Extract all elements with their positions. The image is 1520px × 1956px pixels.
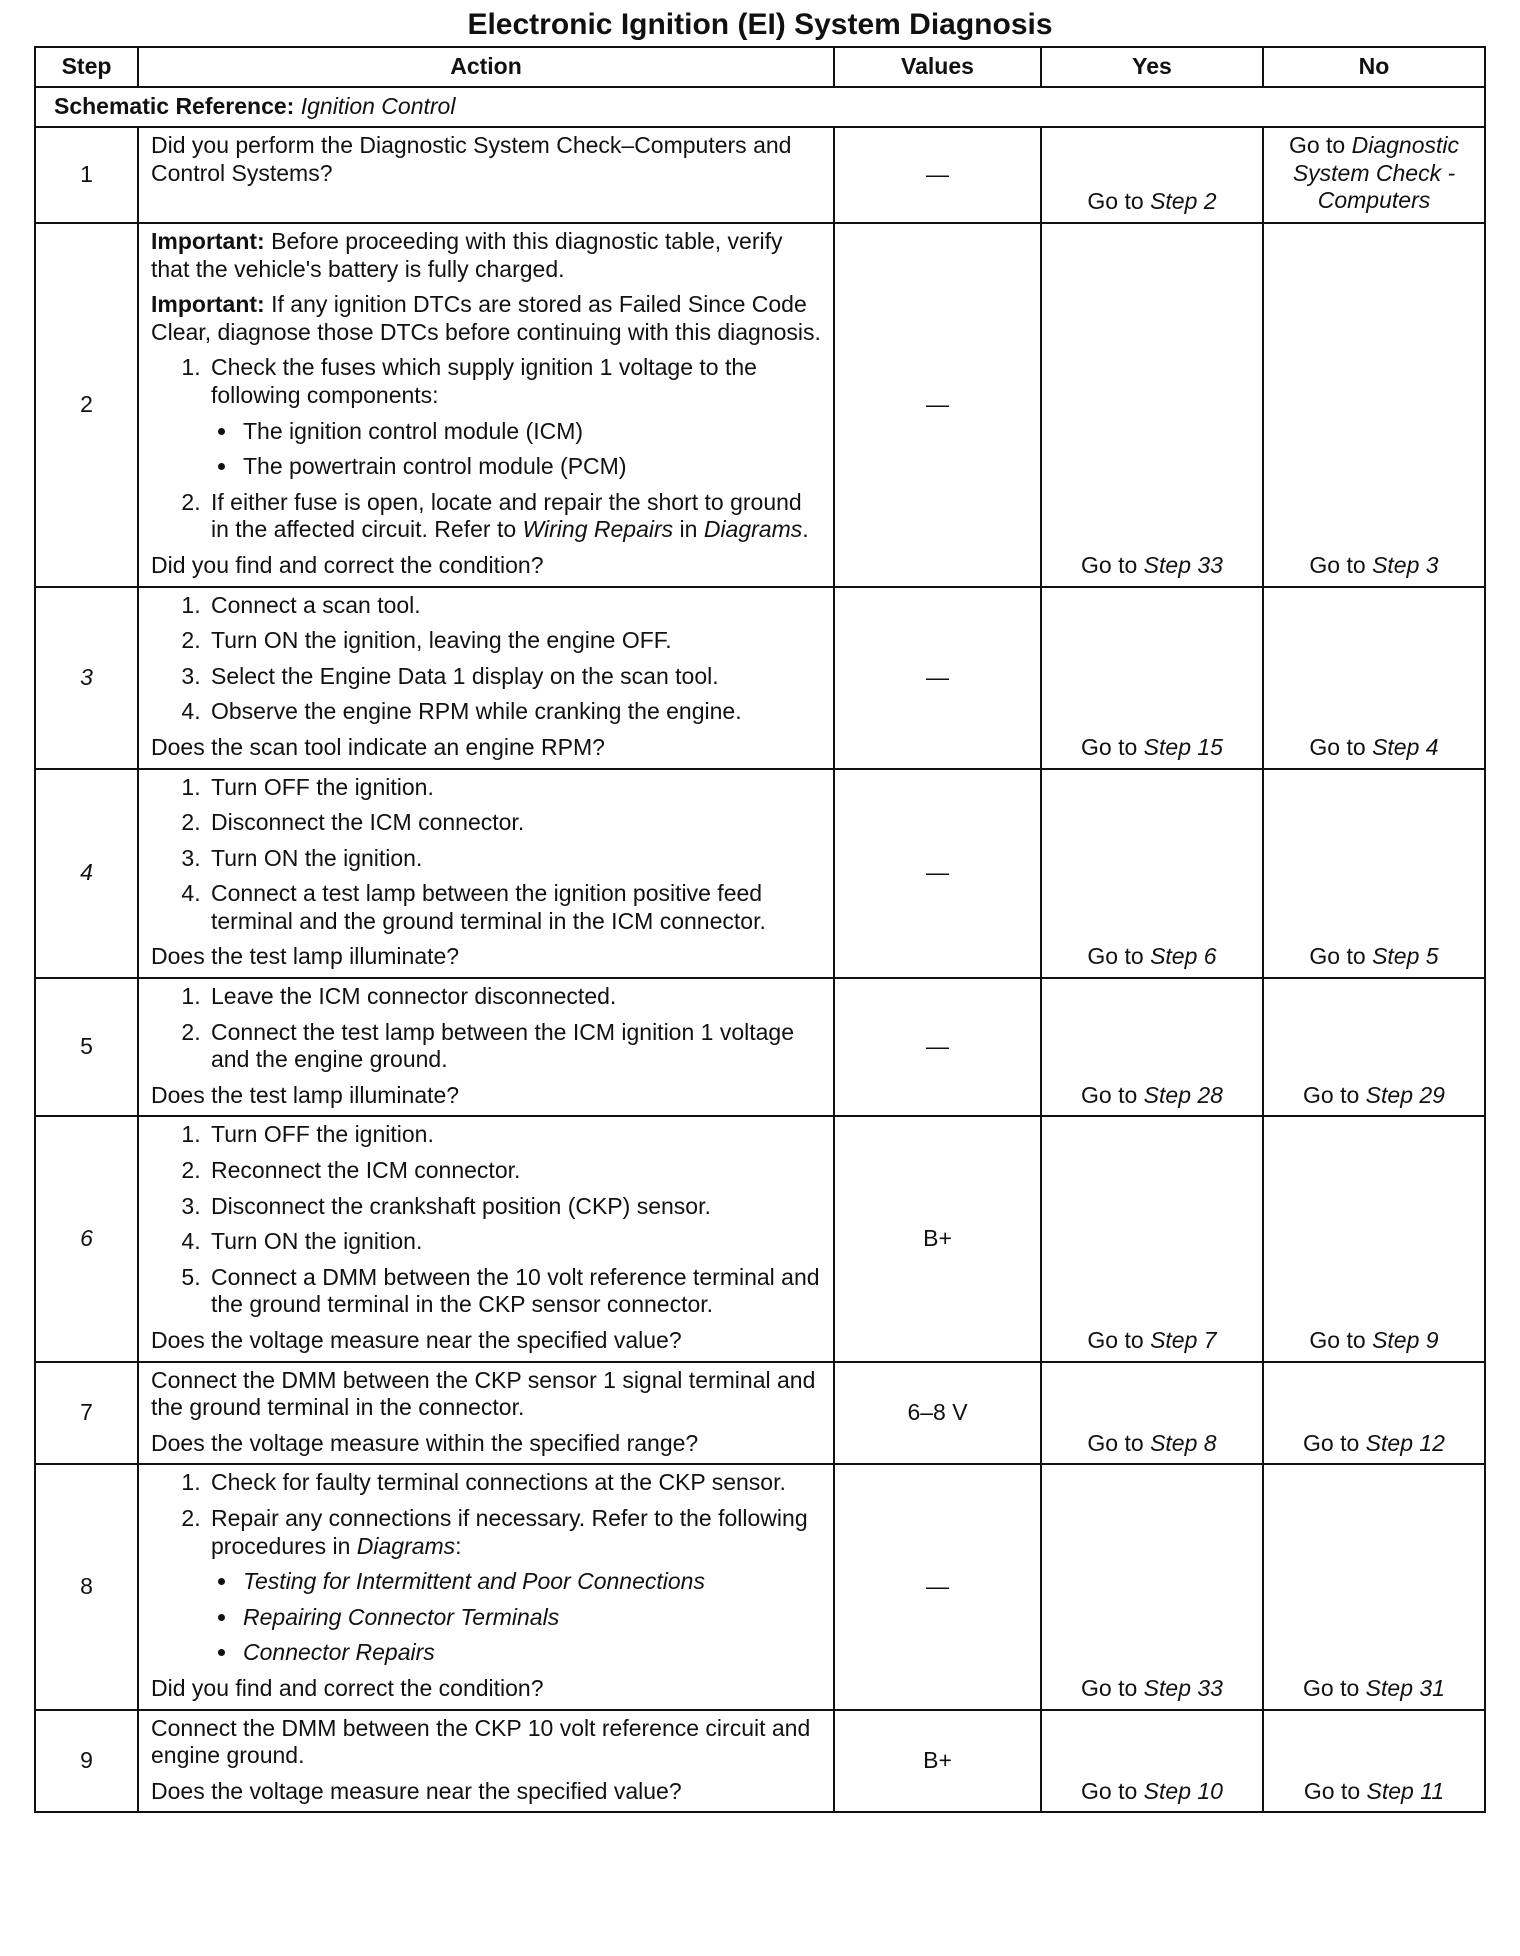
bullet-list	[211, 418, 821, 481]
header-action: Action	[138, 47, 834, 87]
action-cell	[138, 769, 834, 979]
goto-label: Go to	[1087, 943, 1144, 970]
step-number: 6	[35, 1116, 138, 1361]
important-note-2	[151, 291, 821, 346]
no-cell[interactable]	[1263, 587, 1485, 769]
goto-label: Go to	[1087, 188, 1144, 215]
goto-step-number: 31	[1419, 1674, 1445, 1701]
action-cell	[138, 1464, 834, 1709]
goto-step-word: Step	[1143, 1081, 1191, 1108]
value-cell: B+	[834, 1116, 1041, 1361]
goto-step-number: 29	[1419, 1081, 1445, 1108]
procedure-item: 4. Turn ON the ignition.	[207, 1228, 821, 1256]
procedure-item	[207, 489, 821, 544]
goto-label: Go to	[1303, 1429, 1360, 1456]
value-cell: 6–8 V	[834, 1362, 1041, 1465]
value-cell: —	[834, 978, 1041, 1116]
step-number: 2	[35, 223, 138, 587]
goto-label: Go to	[1081, 1674, 1138, 1701]
procedure-list	[151, 774, 821, 936]
goto-step-word: Step	[1150, 943, 1198, 970]
value-cell: —	[834, 587, 1041, 769]
table-row	[35, 1362, 1485, 1465]
goto-step-word: Step	[1372, 733, 1420, 760]
goto-label: Go to	[1309, 551, 1366, 578]
reference-link[interactable]: Wiring Repairs	[522, 516, 674, 543]
no-cell[interactable]	[1263, 1464, 1485, 1709]
action-cell	[138, 1362, 834, 1465]
yes-cell[interactable]	[1041, 1116, 1263, 1361]
question-text: Does the scan tool indicate an engine RPM?	[151, 733, 605, 760]
important-note-1	[151, 228, 821, 283]
procedure-item: 1. Connect a scan tool.	[207, 592, 821, 620]
question-text: Did you find and correct the condition?	[151, 551, 544, 578]
diagnosis-table	[34, 46, 1486, 1813]
header-no: No	[1263, 47, 1485, 87]
yes-cell[interactable]	[1041, 978, 1263, 1116]
table-row	[35, 769, 1485, 979]
procedure-item: 4. Connect a test lamp between the ignition positive feed terminal and the ground terminal in the ICM connector.	[207, 880, 821, 935]
procedure-text: in	[679, 516, 698, 543]
action-cell	[138, 1710, 834, 1813]
step-number: 7	[35, 1362, 138, 1465]
step-number: 5	[35, 978, 138, 1116]
value-cell: B+	[834, 1710, 1041, 1813]
important-text: Before proceeding with this diagnostic table, verify that the vehicle's battery is fully charged.	[151, 228, 783, 282]
value-cell: —	[834, 223, 1041, 587]
bullet-item: • The ignition control module (ICM)	[239, 418, 821, 446]
schematic-reference-link[interactable]: Ignition Control	[300, 93, 456, 120]
goto-label: Go to	[1303, 1081, 1360, 1108]
goto-label: Go to	[1288, 132, 1346, 158]
goto-label: Go to	[1081, 733, 1138, 760]
goto-step-word: Step	[1365, 1081, 1413, 1108]
schematic-reference-row	[35, 87, 1485, 127]
no-cell[interactable]	[1263, 1362, 1485, 1465]
goto-label: Go to	[1309, 1327, 1366, 1353]
question-text: Does the voltage measure near the specified value?	[151, 1777, 682, 1804]
yes-cell[interactable]	[1041, 1464, 1263, 1709]
goto-step-number: 9	[1425, 1327, 1439, 1353]
procedure-item	[207, 354, 821, 480]
action-cell	[138, 978, 834, 1116]
goto-step-number: 7	[1203, 1327, 1217, 1353]
goto-step-word: Step	[1143, 1674, 1191, 1701]
table-row	[35, 978, 1485, 1116]
procedure-list	[151, 592, 821, 726]
procedure-item: 3. Select the Engine Data 1 display on the scan tool.	[207, 663, 821, 691]
action-cell	[138, 587, 834, 769]
table-row	[35, 1464, 1485, 1709]
goto-step-word: Step	[1365, 1429, 1413, 1456]
goto-label: Go to	[1309, 943, 1366, 970]
question-text: Does the voltage measure near the specified value?	[151, 1327, 682, 1353]
bullet-list	[211, 1568, 821, 1667]
procedure-item: 1. Turn OFF the ignition.	[207, 774, 821, 802]
table-row	[35, 587, 1485, 769]
no-cell[interactable]	[1263, 978, 1485, 1116]
goto-step-word: Step	[1372, 551, 1420, 578]
important-label: Important:	[151, 291, 265, 318]
goto-step-number: 33	[1197, 1674, 1223, 1701]
page-title: Electronic Ignition (EI) System Diagnosis	[467, 8, 1053, 41]
yes-cell[interactable]	[1041, 1362, 1263, 1465]
no-cell[interactable]	[1263, 223, 1485, 587]
goto-label: Go to	[1309, 733, 1366, 760]
schematic-reference	[35, 87, 1485, 127]
goto-label: Go to	[1081, 551, 1138, 578]
schematic-reference-label: Schematic Reference:	[54, 93, 295, 120]
goto-label: Go to	[1081, 1777, 1138, 1804]
reference-link[interactable]: Diagrams	[703, 516, 803, 543]
bullet-item-link[interactable]: • Testing for Intermittent and Poor Connections	[239, 1568, 821, 1596]
goto-step-word: Step	[1150, 188, 1198, 215]
goto-step-number: 28	[1197, 1081, 1223, 1108]
no-cell[interactable]	[1263, 1710, 1485, 1813]
table-row	[35, 127, 1485, 223]
table-row	[35, 1710, 1485, 1813]
goto-step-word: Step	[1143, 551, 1191, 578]
procedure-item: 1. Leave the ICM connector disconnected.	[207, 983, 821, 1011]
step-number: 9	[35, 1710, 138, 1813]
action-text: Did you perform the Diagnostic System Check–Computers and Control Systems?	[151, 132, 792, 186]
goto-step-number: 10	[1197, 1777, 1223, 1804]
yes-cell[interactable]	[1041, 1710, 1263, 1813]
procedure-item: 2. Disconnect the ICM connector.	[207, 809, 821, 837]
punctuation: :	[455, 1532, 462, 1559]
bullet-item-link[interactable]: • Connector Repairs	[239, 1639, 821, 1667]
goto-step-word: Step	[1372, 1327, 1420, 1353]
goto-label: Go to	[1087, 1429, 1144, 1456]
procedure-item: 1. Check for faulty terminal connections at the CKP sensor.	[207, 1469, 821, 1497]
procedure-item: 3. Disconnect the crankshaft position (CKP) sensor.	[207, 1193, 821, 1221]
procedure-item: 5. Connect a DMM between the 10 volt reference terminal and the ground terminal in the CKP sensor connector.	[207, 1264, 821, 1319]
yes-cell[interactable]	[1041, 127, 1263, 223]
procedure-list	[151, 1469, 821, 1667]
question-text: Does the test lamp illuminate?	[151, 943, 460, 970]
punctuation: .	[802, 516, 809, 543]
table-header-row	[35, 47, 1485, 87]
no-target-line1: Diagnostic	[1351, 132, 1460, 158]
value-cell: —	[834, 127, 1041, 223]
goto-step-word: Step	[1150, 1429, 1198, 1456]
procedure-list	[151, 983, 821, 1074]
header-step: Step	[35, 47, 138, 87]
table-row	[35, 223, 1485, 587]
step-number: 8	[35, 1464, 138, 1709]
goto-step-number: 2	[1203, 188, 1217, 215]
value-cell: —	[834, 769, 1041, 979]
procedure-list	[151, 354, 821, 544]
goto-label: Go to	[1081, 1081, 1138, 1108]
procedure-item: 3. Turn ON the ignition.	[207, 845, 821, 873]
step-number: 3	[35, 587, 138, 769]
goto-step-word: Step	[1143, 733, 1191, 760]
no-cell[interactable]	[1263, 127, 1485, 223]
goto-step-number: 33	[1197, 551, 1223, 578]
yes-cell[interactable]	[1041, 587, 1263, 769]
goto-step-word: Step	[1365, 1674, 1413, 1701]
procedure-item: 2. Reconnect the ICM connector.	[207, 1157, 821, 1185]
procedure-item	[207, 1505, 821, 1667]
goto-step-number: 8	[1203, 1429, 1217, 1456]
question-text: Does the test lamp illuminate?	[151, 1081, 460, 1108]
yes-cell[interactable]	[1041, 769, 1263, 979]
action-text: Connect the DMM between the CKP 10 volt reference circuit and engine ground.	[151, 1714, 811, 1769]
step-number: 1	[35, 127, 138, 223]
procedure-item: 2. Turn ON the ignition, leaving the engine OFF.	[207, 627, 821, 655]
goto-step-word: Step	[1143, 1777, 1191, 1804]
action-text: Connect the DMM between the CKP sensor 1 signal terminal and the ground terminal in the connector.	[151, 1366, 816, 1421]
header-values: Values	[834, 47, 1041, 87]
header-yes: Yes	[1041, 47, 1263, 87]
no-target-line2: System Check -	[1292, 159, 1456, 186]
action-cell	[138, 127, 834, 223]
goto-step-word: Step	[1150, 1327, 1198, 1353]
step-number: 4	[35, 769, 138, 979]
bullet-item-link[interactable]: • Repairing Connector Terminals	[239, 1604, 821, 1632]
procedure-item: 2. Connect the test lamp between the ICM ignition 1 voltage and the engine ground.	[207, 1019, 821, 1074]
action-cell	[138, 1116, 834, 1361]
important-text: If any ignition DTCs are stored as Failed Since Code Clear, diagnose those DTCs before continuing with this diagnosis.	[151, 291, 821, 345]
yes-cell[interactable]	[1041, 223, 1263, 587]
procedure-item: 4. Observe the engine RPM while cranking the engine.	[207, 698, 821, 726]
procedure-list	[151, 1121, 821, 1319]
goto-step-number: 15	[1197, 733, 1223, 760]
goto-step-number: 6	[1203, 943, 1217, 970]
value-cell: —	[834, 1464, 1041, 1709]
table-row	[35, 1116, 1485, 1361]
important-label: Important:	[151, 228, 265, 254]
no-cell[interactable]	[1263, 1116, 1485, 1361]
procedure-item: 1. Turn OFF the ignition.	[207, 1121, 821, 1149]
goto-label: Go to	[1303, 1674, 1360, 1701]
procedure-text: Check the fuses which supply ignition 1 voltage to the following components:	[211, 354, 757, 408]
goto-label: Go to	[1303, 1777, 1361, 1804]
question-text: Does the voltage measure within the specified range?	[151, 1429, 699, 1456]
goto-step-number: 12	[1419, 1429, 1445, 1456]
goto-step-number: 4	[1425, 733, 1439, 760]
goto-step-number: 11	[1420, 1777, 1445, 1804]
goto-step-number: 5	[1425, 943, 1439, 970]
goto-step-word: Step	[1372, 943, 1420, 970]
goto-step-number: 3	[1425, 551, 1439, 578]
reference-link[interactable]: Diagrams	[356, 1532, 456, 1559]
procedure-text: If either fuse is open, locate and repair the short to ground in the affected circuit. Refer to	[211, 488, 802, 543]
bullet-item: • The powertrain control module (PCM)	[239, 453, 821, 481]
goto-step-word: Step	[1366, 1777, 1414, 1804]
question-text: Did you find and correct the condition?	[151, 1674, 544, 1701]
procedure-text: Repair any connections if necessary. Refer to the following procedures in	[211, 1504, 808, 1559]
no-target-line3: Computers	[1317, 187, 1431, 214]
no-cell[interactable]	[1263, 769, 1485, 979]
goto-label: Go to	[1087, 1327, 1144, 1353]
action-cell	[138, 223, 834, 587]
